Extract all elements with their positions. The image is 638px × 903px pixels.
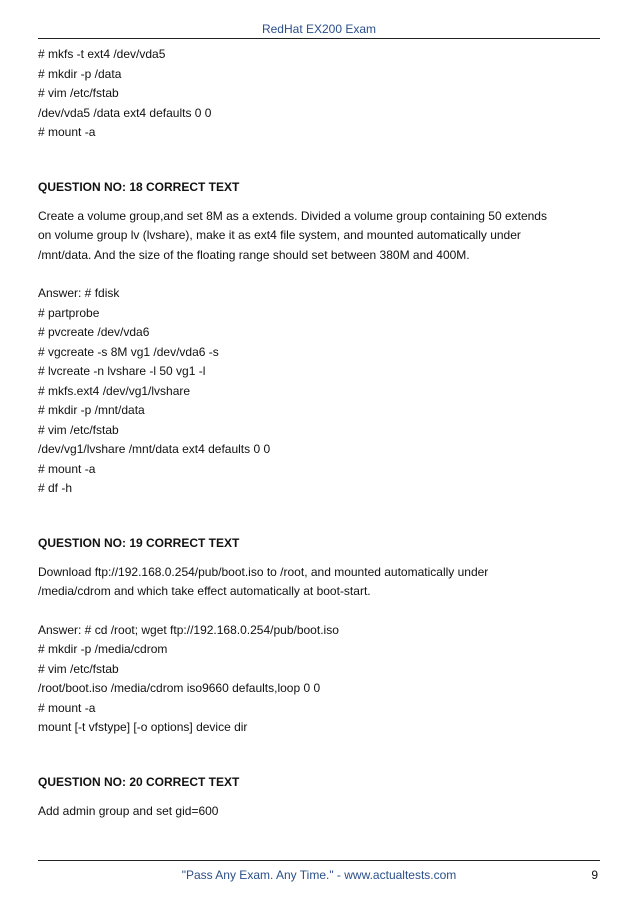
command-line: /dev/vda5 /data ext4 defaults 0 0	[38, 105, 212, 120]
question-line: Add admin group and set gid=600	[38, 803, 219, 818]
question-heading: QUESTION NO: 20 CORRECT TEXT	[38, 774, 240, 789]
question-line: /mnt/data. And the size of the floating range should set between 380M and 400M.	[38, 247, 470, 262]
question-line: /media/cdrom and which take effect automatically at boot-start.	[38, 584, 371, 598]
question-text	[38, 802, 600, 822]
command-line: # mkdir -p /data	[38, 66, 122, 81]
answer-line: # vim /etc/fstab	[38, 422, 119, 437]
question-text	[38, 563, 600, 602]
answer-line: /dev/vg1/lvshare /mnt/data ext4 defaults 0 0	[38, 442, 271, 456]
answer-line: mount [-t vfstype] [-o options] device dir	[38, 720, 248, 734]
page-header	[38, 20, 600, 39]
answer-block	[38, 284, 600, 499]
command-line: # mount -a	[38, 125, 96, 139]
question-heading: QUESTION NO: 18 CORRECT TEXT	[38, 179, 240, 194]
intro-command-block	[38, 45, 600, 143]
question-line: Create a volume group,and set 8M as a extends. Divided a volume group containing 50 extends	[38, 208, 547, 223]
question-line: on volume group lv (lvshare), make it as ext4 file system, and mounted automatically under	[38, 228, 521, 242]
question-20	[38, 773, 600, 822]
page-header-title: RedHat EX200 Exam	[261, 22, 377, 36]
answer-line: # mount -a	[38, 700, 96, 715]
answer-line: # partprobe	[38, 305, 100, 320]
answer-line: /root/boot.iso /media/cdrom iso9660 defaults,loop 0 0	[38, 681, 321, 695]
question-heading: QUESTION NO: 19 CORRECT TEXT	[38, 535, 240, 550]
answer-line: # mkfs.ext4 /dev/vg1/lvshare	[38, 383, 191, 398]
answer-line: # mount -a	[38, 461, 96, 476]
question-19	[38, 534, 600, 738]
command-line: # vim /etc/fstab	[38, 86, 119, 100]
question-line: Download ftp://192.168.0.254/pub/boot.iso to /root, and mounted automatically under	[38, 564, 489, 579]
command-line: # mkfs -t ext4 /dev/vda5	[38, 47, 166, 61]
question-18	[38, 178, 600, 499]
answer-line: # vgcreate -s 8M vg1 /dev/vda6 -s	[38, 344, 219, 359]
answer-line: # pvcreate /dev/vda6	[38, 325, 150, 339]
answer-line: # df -h	[38, 481, 73, 495]
page-footer	[38, 860, 600, 887]
answer-line: # mkdir -p /media/cdrom	[38, 642, 168, 656]
page-number: 9	[591, 868, 598, 882]
answer-line: Answer: # cd /root; wget ftp://192.168.0.254/pub/boot.iso	[38, 622, 339, 637]
answer-line: # vim /etc/fstab	[38, 661, 119, 676]
answer-line: # lvcreate -n lvshare -l 50 vg1 -l	[38, 364, 206, 378]
answer-block	[38, 621, 600, 738]
footer-slogan: "Pass Any Exam. Any Time." - www.actualtests.com	[181, 868, 457, 882]
answer-line: # mkdir -p /mnt/data	[38, 403, 145, 417]
answer-line: Answer: # fdisk	[38, 286, 120, 300]
page-content	[38, 45, 600, 821]
question-text	[38, 207, 600, 266]
